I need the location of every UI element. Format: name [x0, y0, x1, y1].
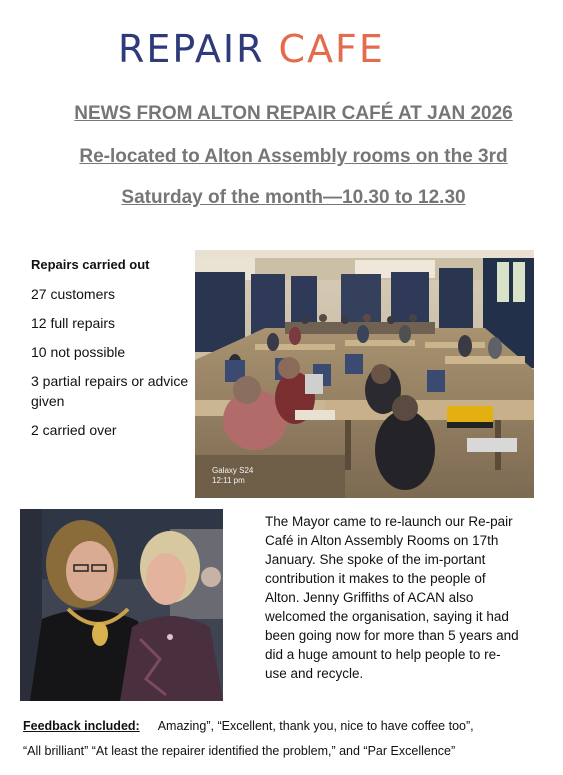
camera-model-text: Galaxy S24	[212, 466, 254, 475]
mayor-photo-illustration	[20, 509, 223, 701]
mayor-relaunch-story: The Mayor came to re-launch our Re-pair Café in Alton Assembly Rooms on 17th January. She spoke of the im-portant contribution it makes to the people of Alton. Jenny Griffiths of ACAN also welcomed the organisation, saying it had been going now for more than 5 years and did a huge amount to help people to re-use and recycle.	[265, 514, 519, 681]
repairs-item: 12 full repairs	[31, 315, 116, 331]
repair-cafe-logo	[118, 26, 448, 72]
feedback-label: Feedback included:	[23, 719, 140, 733]
repairs-title: Repairs carried out	[31, 257, 150, 272]
camera-timestamp	[212, 466, 253, 486]
logo-word-repair: REPAIR	[118, 27, 265, 71]
repairs-summary	[31, 255, 191, 449]
logo-word-cafe: CAFE	[278, 27, 385, 71]
feedback-quotes-1: Amazing”, “Excellent, thank you, nice to have coffee too”,	[157, 719, 474, 733]
mayor-photo	[20, 509, 223, 701]
headline-line-1: NEWS FROM ALTON REPAIR CAFÉ AT JAN 2026	[74, 103, 513, 124]
headline-line-3: Saturday of the month—10.30 to 12.30	[121, 187, 466, 208]
feedback-line-1	[23, 717, 553, 735]
feedback-line-2: “All brilliant” “At least the repairer identified the problem,” and “Par Excellence”	[23, 744, 456, 758]
repairs-item: 27 customers	[31, 286, 116, 302]
repairs-item: 3 partial repairs or advice given	[31, 373, 189, 409]
headline-line-2: Re-located to Alton Assembly rooms on the 3rd	[79, 146, 508, 167]
photo-time-text: 12:11 pm	[212, 476, 245, 485]
repair-cafe-hall-photo	[195, 250, 534, 498]
repairs-item: 2 carried over	[31, 422, 117, 438]
hall-photo-illustration	[195, 250, 534, 498]
repairs-item: 10 not possible	[31, 344, 126, 360]
